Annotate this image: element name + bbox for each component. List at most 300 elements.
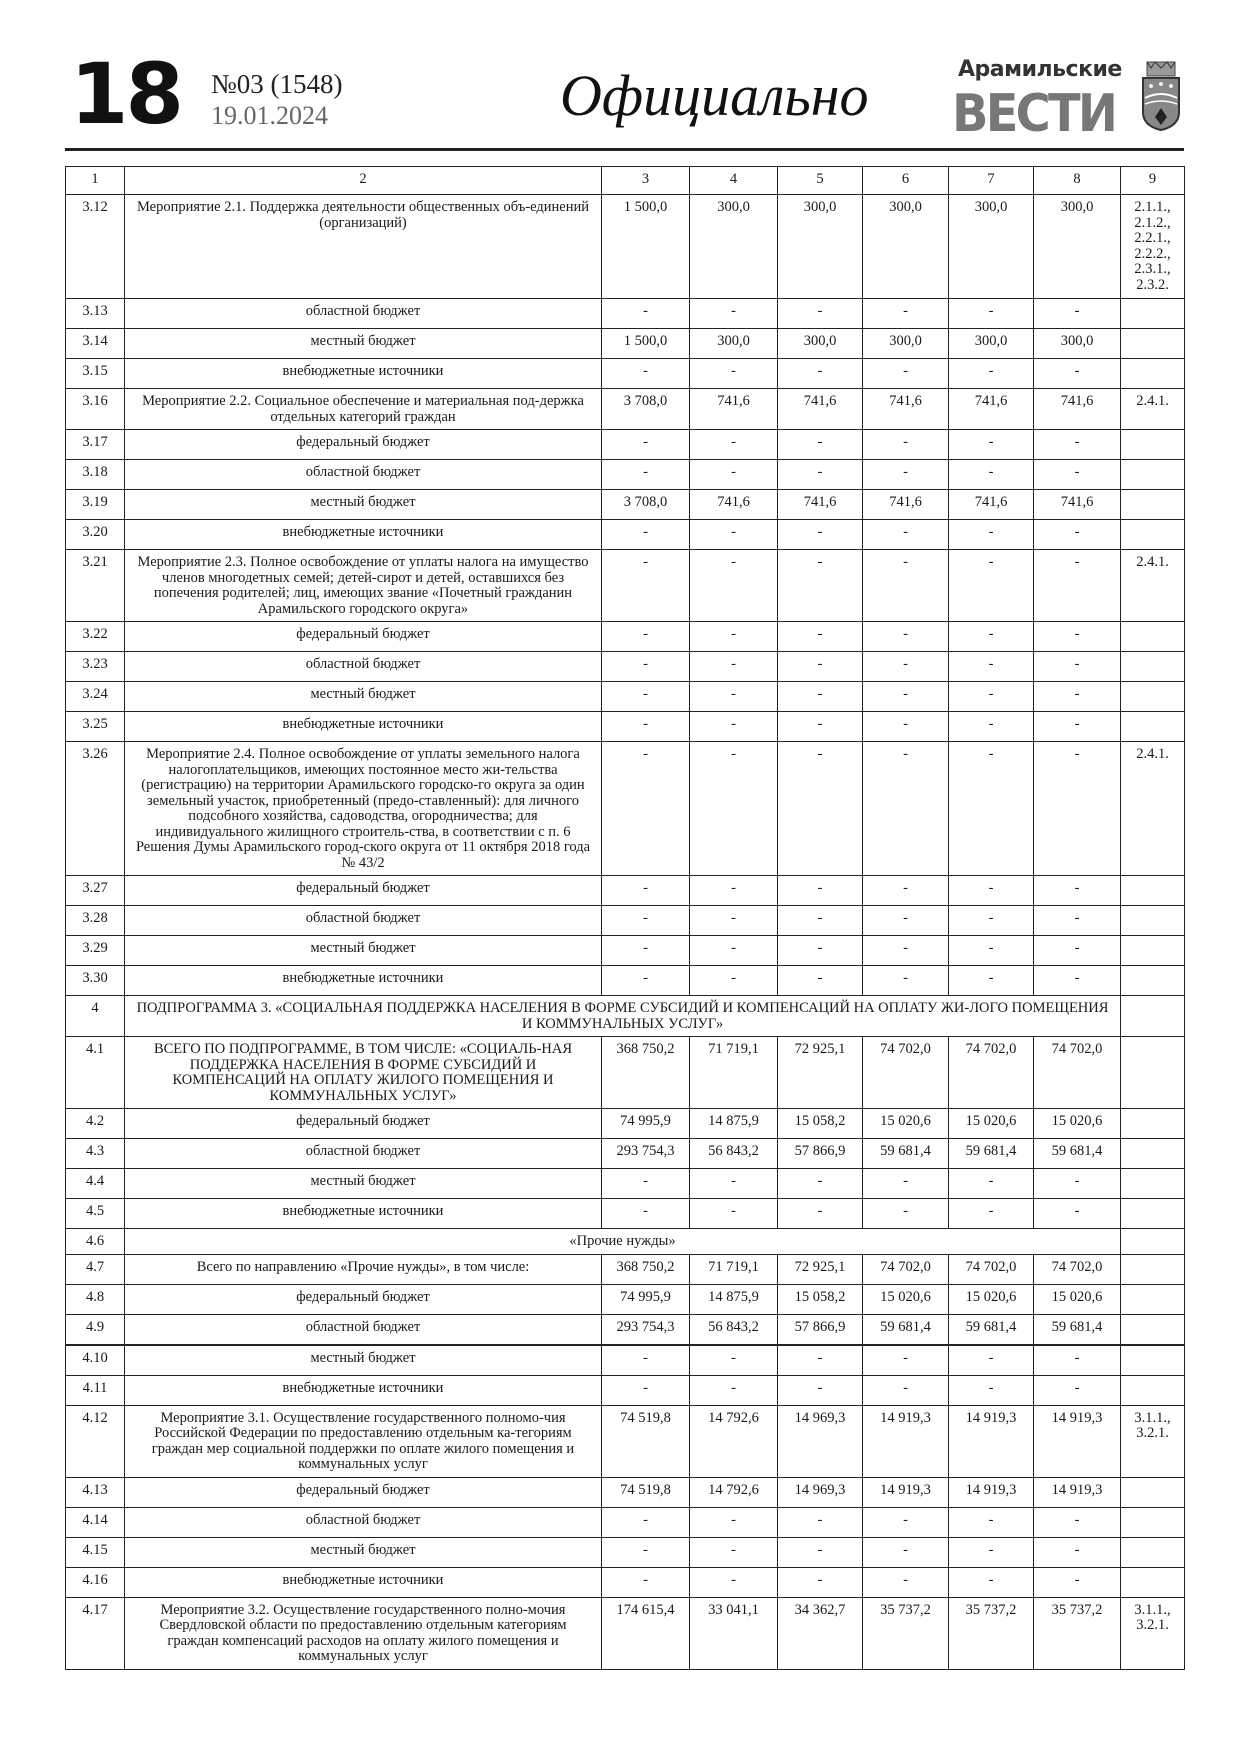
value-cell: - [602,652,690,682]
column-header: 5 [778,167,863,195]
table-row [66,1405,1185,1477]
table-row [66,1375,1185,1405]
codes-cell [1121,1169,1185,1199]
table-row [66,299,1185,329]
value-cell: - [690,876,778,906]
value-cell: - [1034,550,1121,622]
value-cell: 14 969,3 [778,1477,863,1507]
codes-cell: 2.4.1. [1121,550,1185,622]
value-cell: - [778,460,863,490]
value-cell: 368 750,2 [602,1254,690,1284]
row-number: 4.10 [66,1345,125,1376]
value-cell: - [778,550,863,622]
budget-table [65,166,1185,1670]
logo-top-text: Арамильские [958,57,1122,82]
codes-cell [1121,682,1185,712]
value-cell: - [1034,906,1121,936]
value-cell: - [863,966,949,996]
value-cell: - [690,1375,778,1405]
row-label: внебюджетные источники [125,520,602,550]
codes-cell [1121,712,1185,742]
row-number: 4.17 [66,1597,125,1669]
value-cell: - [690,1537,778,1567]
value-cell: - [778,936,863,966]
value-cell: 741,6 [949,490,1034,520]
value-cell: - [863,652,949,682]
value-cell: - [949,520,1034,550]
row-label: внебюджетные источники [125,1375,602,1405]
row-number: 4.16 [66,1567,125,1597]
value-cell: - [949,876,1034,906]
value-cell: 72 925,1 [778,1254,863,1284]
value-cell: - [690,1345,778,1376]
value-cell: - [690,906,778,936]
value-cell: - [1034,1345,1121,1376]
value-cell: 59 681,4 [863,1314,949,1345]
table-row [66,1597,1185,1669]
table-row [66,1139,1185,1169]
value-cell: - [602,1345,690,1376]
row-number: 3.17 [66,430,125,460]
value-cell: 300,0 [949,329,1034,359]
value-cell: - [863,622,949,652]
value-cell: 33 041,1 [690,1597,778,1669]
value-cell: - [690,460,778,490]
row-number: 4.1 [66,1037,125,1109]
value-cell: 74 702,0 [949,1254,1034,1284]
value-cell: - [778,652,863,682]
table-row [66,652,1185,682]
section-heading: ПОДПРОГРАММА 3. «СОЦИАЛЬНАЯ ПОДДЕРЖКА НАСЕЛЕНИЯ В ФОРМЕ СУБСИДИЙ И КОМПЕНСАЦИЙ НА ОПЛАТУ ЖИ-ЛОГО ПОМЕЩЕНИЯ И КОММУНАЛЬНЫХ УСЛУГ» [125,996,1121,1037]
value-cell: - [863,359,949,389]
value-cell: 741,6 [1034,490,1121,520]
row-number: 3.30 [66,966,125,996]
value-cell: - [690,966,778,996]
row-label: внебюджетные источники [125,1199,602,1229]
value-cell: - [1034,1507,1121,1537]
row-number: 4.5 [66,1199,125,1229]
row-label: Мероприятие 2.2. Социальное обеспечение и материальная под-держка отдельных категорий граждан [125,389,602,430]
codes-cell [1121,460,1185,490]
value-cell: - [863,682,949,712]
value-cell: 14 875,9 [690,1284,778,1314]
value-cell: 57 866,9 [778,1314,863,1345]
value-cell: - [1034,622,1121,652]
value-cell: 15 020,6 [1034,1284,1121,1314]
value-cell: - [1034,742,1121,876]
row-label: областной бюджет [125,906,602,936]
value-cell: 14 919,3 [949,1405,1034,1477]
row-number: 3.21 [66,550,125,622]
codes-cell: 2.4.1. [1121,389,1185,430]
value-cell: 741,6 [778,389,863,430]
value-cell: - [949,742,1034,876]
value-cell: - [690,712,778,742]
value-cell: - [602,550,690,622]
row-label: местный бюджет [125,329,602,359]
value-cell: 300,0 [690,329,778,359]
value-cell: - [778,1567,863,1597]
table-row [66,490,1185,520]
table-row [66,622,1185,652]
row-label: местный бюджет [125,682,602,712]
table-row [66,1229,1185,1255]
value-cell: 741,6 [690,490,778,520]
value-cell: 59 681,4 [1034,1314,1121,1345]
value-cell: - [949,359,1034,389]
value-cell: - [949,1169,1034,1199]
row-label: Мероприятие 3.2. Осуществление государственного полно-мочия Свердловской области по предоставлению отдельным категориям граждан компенсаций расходов на оплату жилого помещения и коммунальных услуг [125,1597,602,1669]
value-cell: - [1034,460,1121,490]
table-row [66,1345,1185,1376]
value-cell: - [602,520,690,550]
value-cell: - [778,712,863,742]
value-cell: 14 875,9 [690,1109,778,1139]
value-cell: - [1034,359,1121,389]
value-cell: 59 681,4 [949,1314,1034,1345]
column-header: 2 [125,167,602,195]
value-cell: - [602,1507,690,1537]
codes-cell [1121,1254,1185,1284]
value-cell: 35 737,2 [1034,1597,1121,1669]
codes-cell [1121,329,1185,359]
row-number: 3.15 [66,359,125,389]
value-cell: 741,6 [690,389,778,430]
value-cell: - [602,742,690,876]
value-cell: - [602,299,690,329]
value-cell: 300,0 [949,195,1034,299]
value-cell: - [1034,1169,1121,1199]
value-cell: 300,0 [778,329,863,359]
value-cell: - [949,1507,1034,1537]
row-number: 4.15 [66,1537,125,1567]
codes-cell [1121,490,1185,520]
column-header: 3 [602,167,690,195]
value-cell: - [1034,682,1121,712]
row-label: Мероприятие 2.1. Поддержка деятельности общественных объ-единений (организаций) [125,195,602,299]
value-cell: 15 020,6 [949,1109,1034,1139]
row-number: 3.19 [66,490,125,520]
codes-cell [1121,936,1185,966]
codes-cell: 3.1.1., 3.2.1. [1121,1405,1185,1477]
codes-cell [1121,1345,1185,1376]
coat-of-arms-icon [1139,60,1183,132]
value-cell: 59 681,4 [949,1139,1034,1169]
value-cell: 3 708,0 [602,490,690,520]
value-cell: - [690,1199,778,1229]
value-cell: - [602,430,690,460]
value-cell: - [863,299,949,329]
value-cell: - [778,742,863,876]
row-label: внебюджетные источники [125,966,602,996]
value-cell: 14 919,3 [1034,1405,1121,1477]
value-cell: - [949,1199,1034,1229]
codes-cell [1121,1139,1185,1169]
value-cell: - [690,430,778,460]
table-row [66,389,1185,430]
value-cell: - [1034,1567,1121,1597]
value-cell: - [863,1567,949,1597]
value-cell: - [602,460,690,490]
value-cell: 74 702,0 [1034,1037,1121,1109]
value-cell: - [778,520,863,550]
row-number: 3.22 [66,622,125,652]
row-label: Всего по направлению «Прочие нужды», в том числе: [125,1254,602,1284]
row-label: федеральный бюджет [125,1477,602,1507]
codes-cell [1121,622,1185,652]
row-label: внебюджетные источники [125,359,602,389]
value-cell: - [778,1375,863,1405]
value-cell: 15 020,6 [863,1109,949,1139]
value-cell: - [1034,1537,1121,1567]
row-number: 4.9 [66,1314,125,1345]
value-cell: - [778,1199,863,1229]
value-cell: 59 681,4 [1034,1139,1121,1169]
codes-cell [1121,359,1185,389]
value-cell: - [949,682,1034,712]
value-cell: - [1034,876,1121,906]
value-cell: 74 519,8 [602,1405,690,1477]
value-cell: 74 702,0 [863,1254,949,1284]
value-cell: - [602,682,690,712]
value-cell: - [778,1345,863,1376]
value-cell: - [949,1567,1034,1597]
value-cell: - [602,359,690,389]
row-label: местный бюджет [125,1537,602,1567]
table-row [66,550,1185,622]
table-row [66,195,1185,299]
value-cell: 1 500,0 [602,329,690,359]
value-cell: - [602,876,690,906]
value-cell: - [863,1345,949,1376]
value-cell: 74 702,0 [949,1037,1034,1109]
row-label: Мероприятие 2.3. Полное освобождение от уплаты налога на имущество членов многодетных семей; детей-сирот и детей, оставшихся без попечения родителей; лиц, имеющих звание «Почетный гражданин Арамильского городского округа» [125,550,602,622]
value-cell: - [602,1169,690,1199]
table-row [66,1537,1185,1567]
value-cell: - [690,936,778,966]
table-row [66,520,1185,550]
row-number: 4.13 [66,1477,125,1507]
value-cell: 34 362,7 [778,1597,863,1669]
row-label: федеральный бюджет [125,1109,602,1139]
value-cell: 74 995,9 [602,1284,690,1314]
header-rule [65,148,1184,151]
codes-cell [1121,1314,1185,1345]
value-cell: - [1034,652,1121,682]
value-cell: - [602,936,690,966]
value-cell: 14 792,6 [690,1405,778,1477]
value-cell: 14 969,3 [778,1405,863,1477]
value-cell: - [949,712,1034,742]
value-cell: 14 919,3 [949,1477,1034,1507]
value-cell: - [1034,299,1121,329]
row-label: местный бюджет [125,490,602,520]
value-cell: - [778,876,863,906]
value-cell: - [1034,430,1121,460]
value-cell: - [949,299,1034,329]
table-row [66,460,1185,490]
table-row [66,876,1185,906]
row-number: 4.7 [66,1254,125,1284]
value-cell: - [778,359,863,389]
row-label: областной бюджет [125,299,602,329]
row-number: 4.12 [66,1405,125,1477]
codes-cell [1121,652,1185,682]
row-label: внебюджетные источники [125,1567,602,1597]
row-number: 4.14 [66,1507,125,1537]
value-cell: - [690,1567,778,1597]
value-cell: 368 750,2 [602,1037,690,1109]
table-row [66,996,1185,1037]
row-label: местный бюджет [125,1345,602,1376]
value-cell: - [778,1507,863,1537]
value-cell: 71 719,1 [690,1037,778,1109]
codes-cell: 3.1.1., 3.2.1. [1121,1597,1185,1669]
codes-cell [1121,1537,1185,1567]
codes-cell: 2.4.1. [1121,742,1185,876]
codes-cell [1121,1229,1185,1255]
value-cell: 14 919,3 [863,1477,949,1507]
column-header: 1 [66,167,125,195]
value-cell: 741,6 [1034,389,1121,430]
value-cell: - [778,622,863,652]
issue-date: 19.01.2024 [211,101,328,130]
row-number: 4.6 [66,1229,125,1255]
value-cell: - [863,712,949,742]
value-cell: - [690,682,778,712]
codes-cell [1121,1477,1185,1507]
value-cell: 59 681,4 [863,1139,949,1169]
value-cell: 72 925,1 [778,1037,863,1109]
value-cell: - [863,1199,949,1229]
row-label: областной бюджет [125,1139,602,1169]
value-cell: 300,0 [863,195,949,299]
value-cell: - [778,682,863,712]
codes-cell [1121,966,1185,996]
section-title: Официально [560,63,869,128]
value-cell: 300,0 [690,195,778,299]
value-cell: - [863,460,949,490]
table-row [66,712,1185,742]
codes-cell [1121,1284,1185,1314]
row-label: Мероприятие 3.1. Осуществление государственного полномо-чия Российской Федерации по предоставлению отдельным ка-тегориям граждан мер социальной поддержки по оплате жилого помещения и коммунальных услуг [125,1405,602,1477]
table-row [66,1199,1185,1229]
column-number-row [66,167,1185,195]
value-cell: 1 500,0 [602,195,690,299]
row-number: 3.20 [66,520,125,550]
row-label: федеральный бюджет [125,876,602,906]
page-number: 18 [70,45,181,143]
table-row [66,329,1185,359]
row-label: областной бюджет [125,652,602,682]
value-cell: - [602,906,690,936]
value-cell: - [949,936,1034,966]
row-number: 3.12 [66,195,125,299]
column-header: 6 [863,167,949,195]
value-cell: 14 919,3 [863,1405,949,1477]
value-cell: 56 843,2 [690,1314,778,1345]
row-number: 3.14 [66,329,125,359]
row-number: 4.8 [66,1284,125,1314]
value-cell: - [690,1169,778,1199]
value-cell: - [1034,520,1121,550]
value-cell: - [690,742,778,876]
value-cell: - [690,622,778,652]
value-cell: - [949,1537,1034,1567]
row-label: внебюджетные источники [125,712,602,742]
row-number: 4.11 [66,1375,125,1405]
row-number: 3.18 [66,460,125,490]
column-header: 4 [690,167,778,195]
value-cell: 300,0 [778,195,863,299]
value-cell: 300,0 [1034,195,1121,299]
value-cell: - [949,906,1034,936]
value-cell: - [690,550,778,622]
table-row [66,430,1185,460]
value-cell: - [863,1375,949,1405]
value-cell: 3 708,0 [602,389,690,430]
value-cell: - [949,460,1034,490]
codes-cell [1121,430,1185,460]
row-number: 3.13 [66,299,125,329]
issue-number: №03 (1548) [211,69,343,99]
value-cell: 174 615,4 [602,1597,690,1669]
value-cell: 741,6 [863,490,949,520]
codes-cell [1121,1375,1185,1405]
table-row [66,1254,1185,1284]
table-row [66,1284,1185,1314]
value-cell: - [1034,1375,1121,1405]
value-cell: - [690,299,778,329]
codes-cell [1121,1199,1185,1229]
row-label: федеральный бюджет [125,430,602,460]
value-cell: 741,6 [863,389,949,430]
value-cell: 74 519,8 [602,1477,690,1507]
value-cell: - [863,742,949,876]
value-cell: - [602,712,690,742]
value-cell: - [778,299,863,329]
value-cell: 56 843,2 [690,1139,778,1169]
section-heading: «Прочие нужды» [125,1229,1121,1255]
value-cell: 293 754,3 [602,1139,690,1169]
value-cell: - [863,550,949,622]
codes-cell [1121,996,1185,1037]
row-number: 3.23 [66,652,125,682]
value-cell: 15 020,6 [1034,1109,1121,1139]
value-cell: - [778,966,863,996]
value-cell: - [778,430,863,460]
row-label: федеральный бюджет [125,622,602,652]
value-cell: - [690,520,778,550]
row-number: 3.29 [66,936,125,966]
table-row [66,682,1185,712]
codes-cell [1121,1567,1185,1597]
value-cell: 71 719,1 [690,1254,778,1284]
codes-cell [1121,520,1185,550]
value-cell: - [602,622,690,652]
value-cell: 741,6 [949,389,1034,430]
table-row [66,936,1185,966]
value-cell: 293 754,3 [602,1314,690,1345]
row-number: 4.3 [66,1139,125,1169]
codes-cell [1121,876,1185,906]
value-cell: 300,0 [863,329,949,359]
column-header: 9 [1121,167,1185,195]
value-cell: - [778,1169,863,1199]
value-cell: - [863,1169,949,1199]
row-number: 3.27 [66,876,125,906]
value-cell: - [602,1537,690,1567]
